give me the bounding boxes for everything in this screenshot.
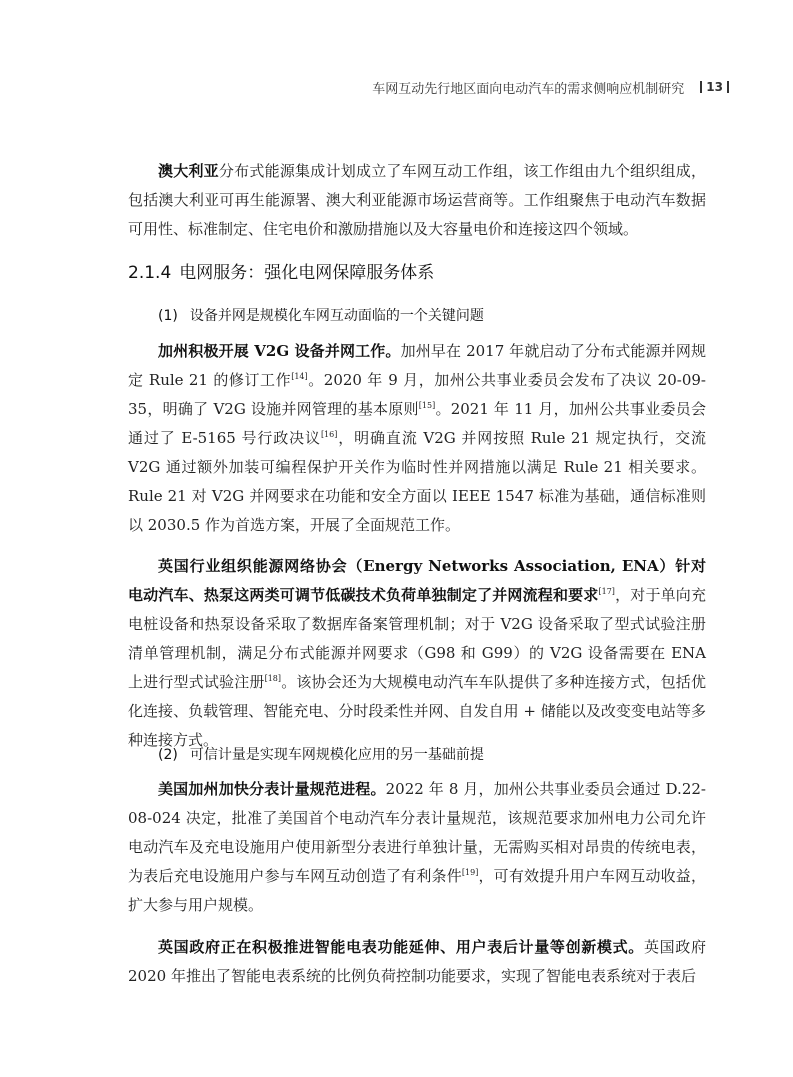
section-title: 电网服务：强化电网保障服务体系 <box>179 263 435 283</box>
subsection-number: (1) <box>158 308 178 324</box>
page-number-right-bar <box>727 81 729 93</box>
paragraph-lead: 英国政府正在积极推进智能电表功能延伸、用户表后计量等创新模式。 <box>158 938 644 956</box>
paragraph-text: ，可有效提升用户车网互动收益，扩大参与用户规模。 <box>128 867 706 914</box>
subsection-number: (2) <box>158 747 178 763</box>
paragraph-lead: 加州积极开展 V2G 设备并网工作。 <box>158 342 401 360</box>
paragraph-california-v2g <box>128 337 706 540</box>
paragraph-text: 分布式能源集成计划成立了车网互动工作组，该工作组由九个组织组成，包括澳大利亚可再生能源署、澳大利亚能源市场运营商等。工作组聚焦于电动汽车数据可用性、标准制定、住宅电价和激励措施以及大容量电价和连接这四个领域。 <box>128 162 706 238</box>
page-number: 13 <box>706 80 723 94</box>
paragraph-lead: 英国行业组织能源网络协会（Energy Networks Association, ENA）针对电动汽车、热泵这两类可调节低碳技术负荷单独制定了并网流程和要求 <box>128 557 706 604</box>
page-number-block <box>696 80 733 94</box>
paragraph-uk-government <box>128 933 706 991</box>
subsection-heading <box>158 744 484 764</box>
paragraph-uk-ena <box>128 552 706 755</box>
running-header <box>372 77 733 97</box>
citation-ref: [17] <box>598 587 615 596</box>
page-number-left-bar <box>700 81 702 93</box>
paragraph-text: ，对于单向充电桩设备和热泵设备采取了数据库备案管理机制；对于 V2G 设备采取了型式试验注册清单管理机制，满足分布式能源并网要求（G98 和 G99）的 V2G 设备需要在 ENA 上进行型式试验注册 <box>128 586 706 691</box>
paragraph-australia <box>128 157 706 244</box>
section-heading <box>128 258 434 283</box>
paragraph-text: ，明确直流 V2G 并网按照 Rule 21 规定执行，交流 V2G 通过额外加装可编程保护开关作为临时性并网措施以满足 Rule 21 相关要求。Rule 21 对 V2G 并网要求在功能和安全方面以 IEEE 1547 标准为基础，通信标准则以 2030.5 作为首选方案，开展了全面规范工作。 <box>128 429 706 534</box>
citation-ref: [18] <box>264 674 282 683</box>
paragraph-text: 。该协会还为大规模电动汽车车队提供了多种连接方式，包括优化连接、负载管理、智能充电、分时段柔性并网、自发自用 + 储能以及改变变电站等多种连接方式。 <box>128 673 706 749</box>
subsection-title: 可信计量是实现车网规模化应用的另一基础前提 <box>189 747 484 763</box>
citation-ref: [15] <box>418 401 436 410</box>
paragraph-text: 。2020 年 9 月，加州公共事业委员会发布了决议 20-09-35，明确了 V2G 设施并网管理的基本原则 <box>128 371 706 418</box>
paragraph-lead: 澳大利亚 <box>158 162 219 180</box>
paragraph-text: 。2021 年 11 月，加州公共事业委员会通过了 E-5165 号行政决议 <box>128 400 706 447</box>
citation-ref: [19] <box>461 868 479 877</box>
running-title: 车网互动先行地区面向电动汽车的需求侧响应机制研究 <box>372 81 685 97</box>
section-number: 2.1.4 <box>128 263 172 283</box>
paragraph-text: 英国政府 2020 年推出了智能电表系统的比例负荷控制功能要求，实现了智能电表系统对于表后 <box>128 938 706 985</box>
citation-ref: [14] <box>291 372 308 381</box>
subsection-title: 设备并网是规模化车网互动面临的一个关键问题 <box>189 308 484 324</box>
paragraph-text: 加州早在 2017 年就启动了分布式能源并网规定 Rule 21 的修订工作 <box>128 342 706 389</box>
citation-ref: [16] <box>320 430 338 439</box>
paragraph-text: 2022 年 8 月，加州公共事业委员会通过 D.22-08-024 决定，批准了美国首个电动汽车分表计量规范，该规范要求加州电力公司允许电动汽车及充电设施用户使用新型分表进行单独计量，无需购买相对昂贵的传统电表，为表后充电设施用户参与车网互动创造了有利条件 <box>128 780 706 885</box>
subsection-heading <box>158 305 484 325</box>
paragraph-lead: 美国加州加快分表计量规范进程。 <box>158 780 386 798</box>
paragraph-california-metering <box>128 775 706 920</box>
